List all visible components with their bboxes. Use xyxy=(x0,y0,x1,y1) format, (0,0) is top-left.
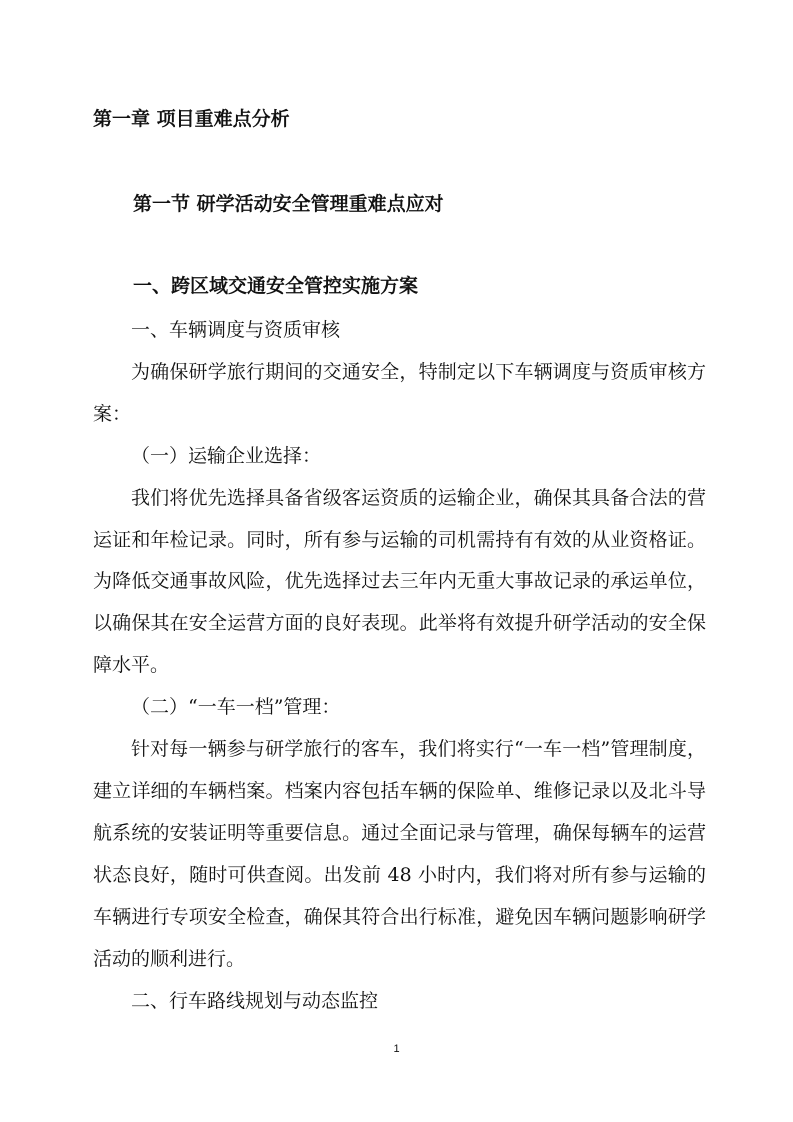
paragraph-heading: 一、车辆调度与资质审核 xyxy=(131,319,341,341)
section-title: 第一节 研学活动安全管理重难点应对 xyxy=(133,193,444,215)
subsection-title: 一、跨区域交通安全管控实施方案 xyxy=(133,275,419,297)
paragraph-heading: （二）“一车一档”管理： xyxy=(131,696,341,719)
paragraph: 针对每一辆参与研学旅行的客车，我们将实行“一车一档”管理制度，建立详细的车辆档案。档案内容包括车辆的保险单、维修记录以及北斗导航系统的安装证明等重要信息。通过全面记录与管理，确保每辆车的运营状态良好，随时可供查阅。出发前 48 小时内，我们将对所有参与运输的车辆进行专项安全检查，确保其符合出行标准，避免因车辆问题影响研学活动的顺利进行。 xyxy=(93,738,706,970)
paragraph-heading: 二、行车路线规划与动态监控 xyxy=(131,989,379,1012)
paragraph: 为确保研学旅行期间的交通安全，特制定以下车辆调度与资质审核方案： xyxy=(93,360,706,425)
body-text xyxy=(93,310,706,1022)
page-number: 1 xyxy=(393,1043,400,1055)
paragraph-heading: （一）运输企业选择： xyxy=(131,444,322,467)
paragraph: 我们将优先选择具备省级客运资质的运输企业，确保其具备合法的营运证和年检记录。同时，所有参与运输的司机需持有有效的从业资格证。为降低交通事故风险，优先选择过去三年内无重大事故记录的承运单位，以确保其在安全运营方面的良好表现。此举将有效提升研学活动的安全保障水平。 xyxy=(93,486,706,677)
chapter-title: 第一章 项目重难点分析 xyxy=(93,108,290,130)
